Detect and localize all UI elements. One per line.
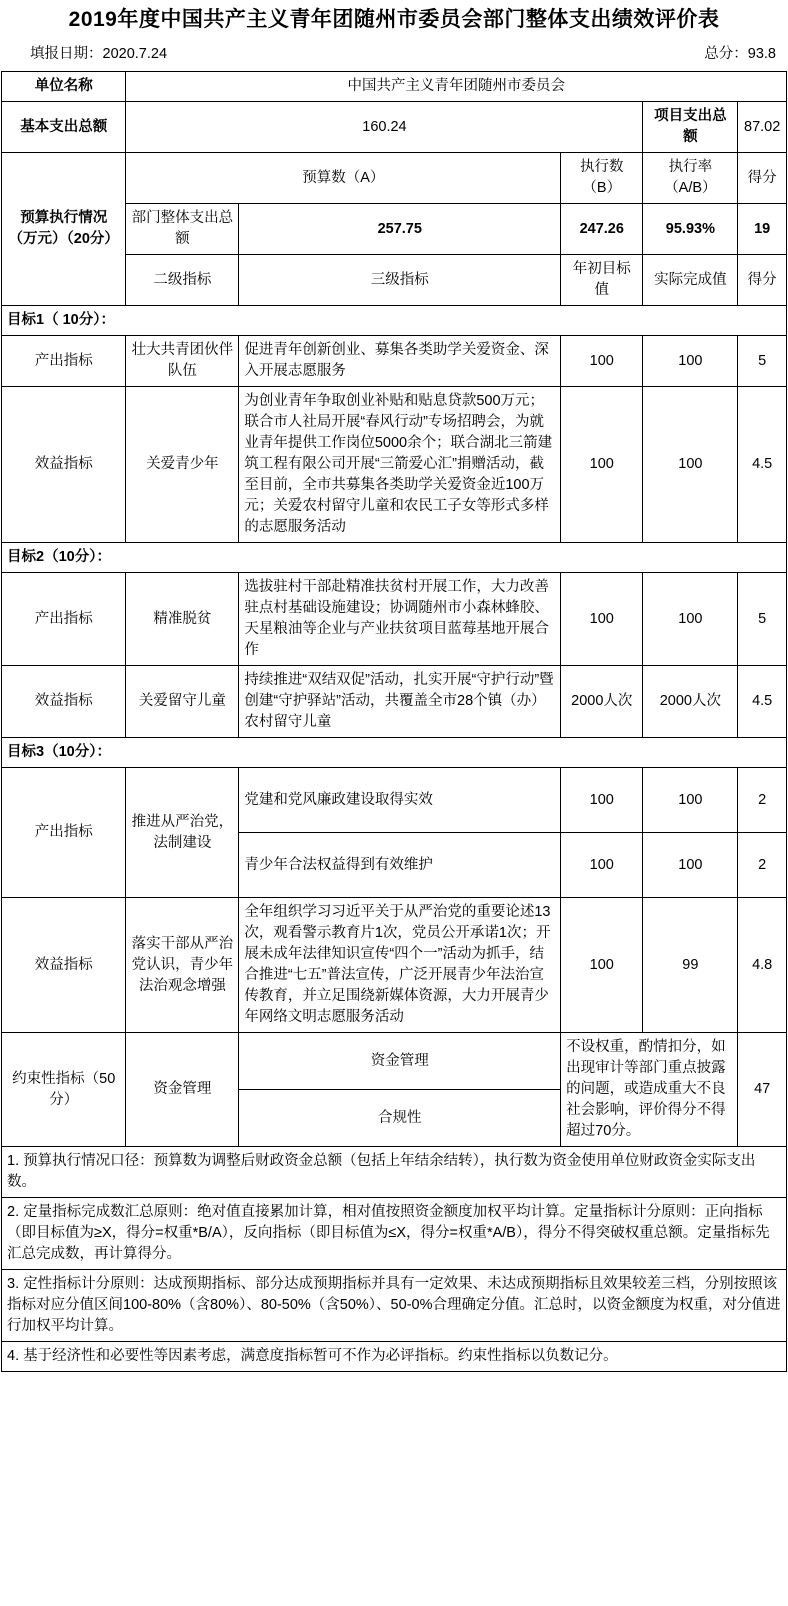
goal3-output-item2-target: 100 (561, 833, 643, 898)
header-meta-row (0, 36, 788, 71)
note-2: 2. 定量指标完成数汇总原则：绝对值直接累加计算，相对值按照资金额度加权平均计算。定量指标计分原则：正向指标（即目标值为≥X，得分=权重*B/A），反向指标（即目标值为≤X，得分=权重*A/B），得分不得突破权重总额。定量指标先汇总完成数，再计算得分。 (2, 1198, 787, 1270)
goal1-benefit-level2: 关爱青少年 (126, 387, 239, 543)
goal1-output-level2: 壮大共青团伙伴队伍 (126, 336, 239, 387)
dept-budget-value: 257.75 (239, 204, 561, 255)
col-exec-header: 执行数（B） (561, 153, 643, 204)
goal1-benefit-actual: 100 (643, 387, 738, 543)
goal3-benefit-level1: 效益指标 (2, 898, 126, 1033)
total-score-label: 总分：93.8 (704, 46, 776, 62)
table-row-goal1-output (2, 336, 787, 387)
goal3-output-item1-score: 2 (738, 768, 787, 833)
table-row-note-3 (2, 1270, 787, 1342)
project-expense-value: 87.02 (738, 102, 787, 153)
goal1-benefit-target: 100 (561, 387, 643, 543)
goal2-benefit-target: 2000人次 (561, 666, 643, 738)
goal3-heading: 目标3（10分）： (2, 738, 787, 768)
constraint-item-fund-management: 资金管理 (239, 1033, 561, 1090)
evaluation-table (1, 71, 787, 1372)
unit-name-label: 单位名称 (2, 72, 126, 102)
note-1: 1. 预算执行情况口径：预算数为调整后财政资金总额（包括上年结余结转），执行数为资金使用单位财政资金实际支出数。 (2, 1147, 787, 1198)
page-title: 2019年度中国共产主义青年团随州市委员会部门整体支出绩效评价表 (68, 8, 720, 31)
goal3-benefit-level2: 落实干部从严治党认识，青少年法治观念增强 (126, 898, 239, 1033)
dept-rate-value: 95.93% (643, 204, 738, 255)
goal1-heading: 目标1（ 10分）： (2, 306, 787, 336)
constraint-label: 约束性指标（50分） (2, 1033, 126, 1147)
constraint-item-compliance: 合规性 (239, 1090, 561, 1147)
goal3-benefit-score: 4.8 (738, 898, 787, 1033)
goal3-benefit-level3: 全年组织学习习近平关于从严治党的重要论述13次，观看警示教育片1次，党员公开承诺1次；开展未成年法律知识宣传“四个一”活动为抓手，结合推进“七五”普法宣传，广泛开展青少年法治宣传教育，并立足围绕新媒体资源，大力开展青少年网络文明志愿服务活动 (239, 898, 561, 1033)
goal2-benefit-level1: 效益指标 (2, 666, 126, 738)
dept-total-label: 部门整体支出总额 (126, 204, 239, 255)
dept-exec-value: 247.26 (561, 204, 643, 255)
table-row-goal-heading (2, 543, 787, 573)
goal2-output-level2: 精准脱贫 (126, 573, 239, 666)
goal1-benefit-level3: 为创业青年争取创业补贴和贴息贷款500万元；联合市人社局开展“春风行动”专场招聘会，为就业青年提供工作岗位5000余个；联合湖北三箭建筑工程有限公司开展“三箭爱心汇”捐赠活动，截至目前，全市共募集各类助学关爱资金近100万元；关爱农村留守儿童和农民工子女等形式多样的志愿服务活动 (239, 387, 561, 543)
goal3-output-item2-level3: 青少年合法权益得到有效维护 (239, 833, 561, 898)
col-budget-header: 预算数（A） (126, 153, 561, 204)
table-row-budget-header (2, 153, 787, 204)
goal2-output-target: 100 (561, 573, 643, 666)
goal1-output-target: 100 (561, 336, 643, 387)
table-row-note-2 (2, 1198, 787, 1270)
note-4: 4. 基于经济性和必要性等因素考虑，满意度指标暂可不作为必评指标。约束性指标以负数记分。 (2, 1342, 787, 1372)
basic-expense-label: 基本支出总额 (2, 102, 126, 153)
goal2-benefit-actual: 2000人次 (643, 666, 738, 738)
goal3-output-item2-score: 2 (738, 833, 787, 898)
unit-name-value: 中国共产主义青年团随州市委员会 (126, 72, 787, 102)
actual-header: 实际完成值 (643, 255, 738, 306)
table-row-goal1-benefit (2, 387, 787, 543)
year-start-header: 年初目标值 (561, 255, 643, 306)
table-row-goal2-output (2, 573, 787, 666)
table-row-goal2-benefit (2, 666, 787, 738)
level3-header: 三级指标 (239, 255, 561, 306)
table-row-constraint-1 (2, 1033, 787, 1090)
col-score-header: 得分 (738, 153, 787, 204)
goal2-output-level1: 产出指标 (2, 573, 126, 666)
constraint-score: 47 (738, 1033, 787, 1147)
table-row-goal-heading (2, 738, 787, 768)
fill-date-label: 填报日期：2020.7.24 (30, 46, 168, 62)
goal3-benefit-target: 100 (561, 898, 643, 1033)
dept-score-value: 19 (738, 204, 787, 255)
goal1-benefit-level1: 效益指标 (2, 387, 126, 543)
project-expense-label: 项目支出总额 (643, 102, 738, 153)
note-3: 3. 定性指标计分原则：达成预期指标、部分达成预期指标并具有一定效果、未达成预期指标且效果较差三档，分别按照该指标对应分值区间100-80%（含80%）、80-50%（含50%）、50-0%合理确定分值。汇总时，以资金额度为权重，对分值进行加权平均计算。 (2, 1270, 787, 1342)
goal1-output-level3: 促进青年创新创业、募集各类助学关爱资金、深入开展志愿服务 (239, 336, 561, 387)
goal2-benefit-score: 4.5 (738, 666, 787, 738)
basic-expense-value: 160.24 (126, 102, 643, 153)
goal1-output-score: 5 (738, 336, 787, 387)
goal2-benefit-level2: 关爱留守儿童 (126, 666, 239, 738)
table-row-unit-name (2, 72, 787, 102)
budget-exec-label: 预算执行情况（万元）（20分） (2, 153, 126, 306)
goal3-output-item1-target: 100 (561, 768, 643, 833)
col-rate-header: 执行率（A/B） (643, 153, 738, 204)
table-row-note-1 (2, 1147, 787, 1198)
table-row-note-4 (2, 1342, 787, 1372)
goal1-benefit-score: 4.5 (738, 387, 787, 543)
constraint-level2: 资金管理 (126, 1033, 239, 1147)
goal3-output-item1-actual: 100 (643, 768, 738, 833)
goal1-output-level1: 产出指标 (2, 336, 126, 387)
goal2-output-actual: 100 (643, 573, 738, 666)
table-row-goal-heading (2, 306, 787, 336)
table-row-goal3-output-1 (2, 768, 787, 833)
goal3-output-item2-actual: 100 (643, 833, 738, 898)
goal2-heading: 目标2（10分）： (2, 543, 787, 573)
goal2-output-level3: 选拔驻村干部赴精准扶贫村开展工作，大力改善驻点村基础设施建设；协调随州市小森林蜂胶、天星粮油等企业与产业扶贫项目蓝莓基地开展合作 (239, 573, 561, 666)
table-row-goal3-benefit (2, 898, 787, 1033)
goal2-output-score: 5 (738, 573, 787, 666)
table-row-basic-expense (2, 102, 787, 153)
level2-header: 二级指标 (126, 255, 239, 306)
score-header: 得分 (738, 255, 787, 306)
goal3-output-level1: 产出指标 (2, 768, 126, 898)
goal3-output-item1-level3: 党建和党风廉政建设取得实效 (239, 768, 561, 833)
constraint-description: 不设权重，酌情扣分，如出现审计等部门重点披露的问题，或造成重大不良社会影响，评价得分不得超过70分。 (561, 1033, 738, 1147)
goal3-benefit-actual: 99 (643, 898, 738, 1033)
goal1-output-actual: 100 (643, 336, 738, 387)
goal3-output-level2: 推进从严治党，法制建设 (126, 768, 239, 898)
goal2-benefit-level3: 持续推进“双结双促”活动，扎实开展“守护行动”暨创建“守护驿站”活动，共覆盖全市28个镇（办）农村留守儿童 (239, 666, 561, 738)
